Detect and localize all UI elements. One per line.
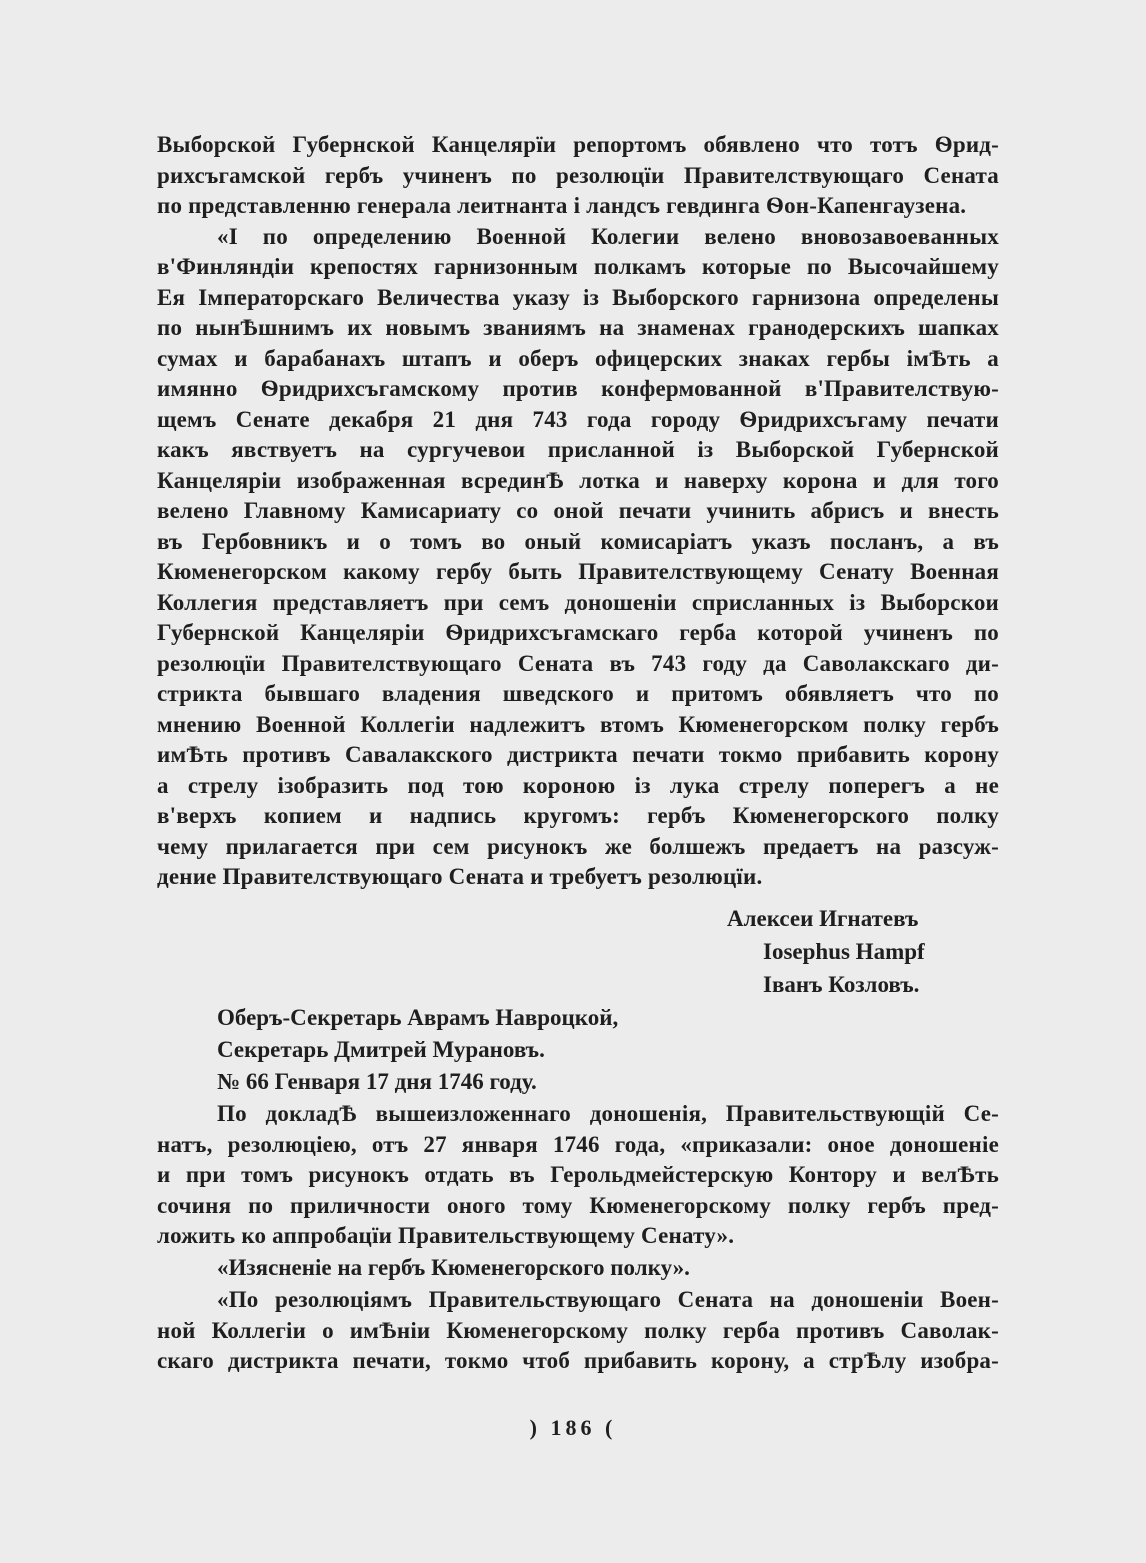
text-line: по представленню генерала леитнанта і ландсъ гевдинга Ѳон-Капенгаузена.: [157, 193, 967, 218]
text-line: ной Коллегіи о имѢніи Кюменегорскому полку герба противъ Саволак-: [157, 1317, 999, 1343]
text-line: ложить ко аппробацїи Правительствующему Сенату».: [157, 1223, 735, 1248]
secretary-1: Оберъ-Секретарь Аврамъ Навроцкой,: [217, 1005, 619, 1030]
text-line: сумах и барабанахъ штапъ и оберъ офицерских знаках гербы імѢть а: [157, 345, 999, 371]
signature-1: Алексеи Игнатевъ: [727, 906, 919, 931]
text-line: велено Главному Камисариату со оной печати учинить абрисъ и внесть: [157, 498, 999, 523]
text-line: чему прилагается при сем рисунокъ же болшежъ предаетъ на разсуж-: [157, 833, 999, 859]
text-line: резолюцїи Правителствующаго Сената въ 743 году да Саволакскаго ди-: [157, 650, 999, 676]
text-line: а стрелу ізобразить под тою короною із лука стрелу поперегъ а не: [157, 772, 999, 798]
text-line: дение Правителствующаго Сената и требуетъ резолюцїи.: [157, 864, 763, 889]
page-number: ) 186 (: [529, 1415, 617, 1440]
text-line: Кюменегорском какому гербу быть Правителствующему Сенату Военная: [157, 559, 999, 584]
signature-2: Iosephus Hampf: [763, 939, 925, 964]
text-line: в'верхъ копием и надпись кругомъ: гербъ Кюменегорского полку: [157, 803, 999, 828]
text-line: имянно Ѳридрихсъгамскому против конфермованной в'Правителствую-: [157, 376, 999, 401]
text-line: «І по определению Военной Колегии велено вновозавоеванных: [217, 223, 999, 249]
text-line: рихсъгамской гербъ учиненъ по резолюцїи Правителствующаго Сената: [157, 162, 999, 188]
text-line: по нынѢшнимъ их новымъ званиямъ на знаменах гранодерскихъ шапках: [157, 315, 999, 340]
document-number: № 66 Генваря 17 дня 1746 году.: [217, 1069, 537, 1094]
text-line: скаго дистрикта печати, токмо чтоб прибавить корону, а стрѢлу изобра-: [157, 1348, 999, 1373]
text-line: По докладѢ вышеизложеннаго доношенія, Правительствующій Се-: [217, 1101, 999, 1126]
text-line: имѢть противъ Савалакского дистрикта печати токмо прибавить корону: [157, 742, 999, 767]
text-line: «По резолюціямъ Правительствующаго Сената на доношеніи Воен-: [217, 1287, 999, 1312]
text-line: в'Финляндіи крепостях гарнизонным полкамъ которые по Высочайшему: [157, 254, 999, 279]
signature-3: Іванъ Козловъ.: [763, 972, 920, 997]
text-line: стрикта бывшаго владения шведского и притомъ обявляетъ что по: [157, 681, 999, 706]
final-paragraph: [157, 1285, 999, 1377]
text-line: Ея Імператорскаго Величества указу із Выборского гарнизона определены: [157, 284, 999, 310]
text-line: Канцеляріи изображенная всрединѢ лотка и наверху корона и для того: [157, 467, 999, 493]
text-line: натъ, резолюціею, отъ 27 января 1746 года, «приказали: оное доношеніе: [157, 1131, 999, 1157]
text-line: Коллегия представляетъ при семъ доношеніи сприсланных із Выборскои: [157, 589, 999, 615]
text-line: сочиня по приличности оного тому Кюменегорскому полку гербъ пред-: [157, 1192, 999, 1218]
resolution-paragraph: [157, 1099, 999, 1252]
main-paragraphs: [157, 130, 999, 893]
section-heading: «Изясненіе на гербъ Кюменегорского полку».: [217, 1255, 690, 1280]
text-line: Выборской Губернской Канцелярїи репортомъ обявлено что тотъ Ѳрид-: [157, 132, 999, 157]
text-line: въ Гербовникъ и о томъ во оный комисаріатъ указъ посланъ, а въ: [157, 528, 999, 554]
text-line: какъ явствуетъ на сургучевои присланной із Выборской Губернской: [157, 437, 999, 462]
text-line: и при томъ рисунокъ отдать въ Герольдмейстерскую Контору и велѢть: [157, 1162, 999, 1187]
secretary-2: Секретарь Дмитрей Мурановъ.: [217, 1037, 545, 1062]
text-line: мнению Военной Коллегіи надлежитъ втомъ Кюменегорском полку гербъ: [157, 711, 999, 737]
text-line: щемъ Сенате декабря 21 дня 743 года городу Ѳридрихсъгаму печати: [157, 406, 999, 432]
text-line: Губернской Канцеляріи Ѳридрихсъгамскаго герба которой учиненъ по: [157, 620, 999, 645]
